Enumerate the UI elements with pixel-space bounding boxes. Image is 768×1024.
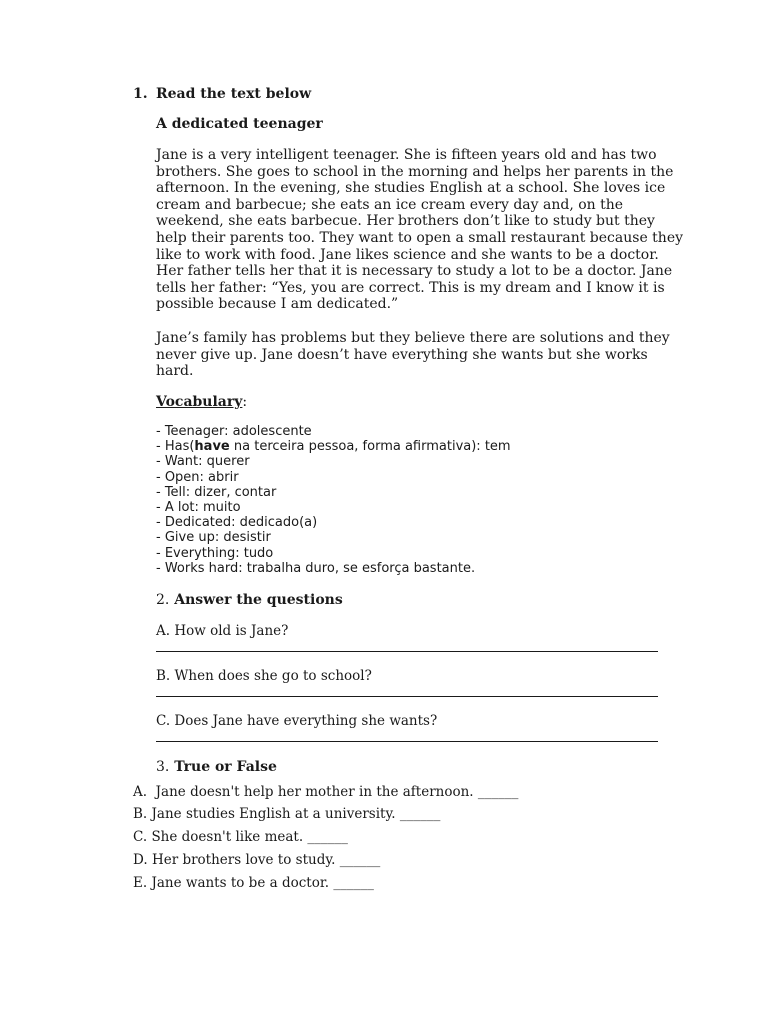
section3-heading: [156, 759, 277, 775]
paragraph-line: possible because I am dedicated.”: [156, 296, 399, 313]
vocabulary-item: [156, 561, 511, 576]
paragraph-line: cream and barbecue; she eats an ice cream every day and, on the: [156, 196, 624, 213]
paragraph-line: help their parents too. They want to open a small restaurant because they: [156, 229, 684, 246]
section1-instruction: Read the text below: [156, 86, 312, 102]
section3-title: True or False: [174, 759, 277, 775]
tf-letter: C.: [133, 829, 148, 845]
vocabulary-item: [156, 530, 511, 545]
vocab-text: - Tell: dizer, contar: [156, 484, 277, 500]
vocabulary-title: Vocabulary: [156, 394, 243, 410]
section3-number: 3.: [156, 759, 170, 775]
answer-line-b[interactable]: [156, 696, 658, 697]
paragraph-line: Her father tells her that it is necessary to study a lot to be a doctor. Jane: [156, 263, 673, 280]
tf-statement: Her brothers love to study. ______: [151, 852, 381, 868]
tf-statement: Jane wants to be a doctor. ______: [151, 875, 374, 891]
vocabulary-item: [156, 515, 511, 530]
reading-title: A dedicated teenager: [156, 116, 323, 132]
vocabulary-item: [156, 546, 511, 561]
vocab-text: - Want: querer: [156, 454, 250, 470]
vocab-text: - Open: abrir: [156, 469, 239, 485]
paragraph-line: Jane’s family has problems but they believe there are solutions and they: [156, 330, 670, 346]
reading-paragraph-2: [156, 330, 670, 380]
tf-letter: E.: [133, 875, 148, 891]
true-false-item-c: [133, 829, 348, 845]
tf-letter: A.: [133, 784, 148, 800]
paragraph-line: afternoon. In the evening, she studies English at a school. She loves ice: [156, 180, 666, 197]
vocabulary-item: [156, 485, 511, 500]
tf-statement: Jane doesn't help her mother in the afternoon. ______: [155, 784, 519, 800]
vocabulary-list: [156, 424, 511, 576]
vocabulary-item: [156, 470, 511, 485]
question-c: C. Does Jane have everything she wants?: [156, 713, 438, 729]
vocabulary-item: [156, 500, 511, 515]
vocab-text: - Give up: desistir: [156, 530, 271, 546]
paragraph-line: tells her father: “Yes, you are correct. This is my dream and I know it is: [156, 279, 665, 296]
vocabulary-item: [156, 454, 511, 469]
vocabulary-item: [156, 424, 511, 439]
tf-statement: She doesn't like meat. ______: [151, 829, 348, 845]
vocabulary-heading: [156, 394, 247, 410]
paragraph-line: weekend, she eats barbecue. Her brothers don’t like to study but they: [156, 213, 655, 230]
vocabulary-colon: :: [242, 394, 248, 410]
section1-number: 1.: [133, 86, 148, 102]
question-a: A. How old is Jane?: [156, 623, 289, 639]
vocabulary-item: [156, 439, 511, 454]
vocab-text: - Works hard: trabalha duro, se esforça bastante.: [156, 560, 476, 576]
paragraph-line: never give up. Jane doesn’t have everything she wants but she works: [156, 346, 648, 363]
paragraph-line: hard.: [156, 363, 194, 380]
paragraph-line: brothers. She goes to school in the morning and helps her parents in the: [156, 163, 674, 180]
true-false-item-a: [133, 784, 518, 800]
vocab-text: - A lot: muito: [156, 500, 241, 516]
tf-statement: Jane studies English at a university. ______: [151, 806, 441, 822]
tf-letter: B.: [133, 806, 148, 822]
section2-number: 2.: [156, 592, 170, 608]
paragraph-line: Jane is a very intelligent teenager. She is fifteen years old and has two: [156, 147, 657, 163]
reading-paragraph-1: [156, 147, 684, 313]
section2-heading: [156, 592, 343, 608]
answer-line-a[interactable]: [156, 651, 658, 652]
true-false-item-d: [133, 852, 380, 868]
vocab-text: - Everything: tudo: [156, 545, 274, 561]
vocab-text: na terceira pessoa, forma afirmativa): tem: [229, 439, 511, 455]
vocab-bold-word: have: [194, 439, 230, 455]
vocab-text: - Teenager: adolescente: [156, 424, 312, 439]
section2-title: Answer the questions: [174, 592, 343, 608]
answer-line-c[interactable]: [156, 741, 658, 742]
vocab-text: - Dedicated: dedicado(a): [156, 515, 318, 531]
vocab-text: - Has(: [156, 439, 195, 455]
true-false-item-e: [133, 875, 374, 891]
tf-letter: D.: [133, 852, 148, 868]
paragraph-line: like to work with food. Jane likes science and she wants to be a doctor.: [156, 246, 659, 263]
question-b: B. When does she go to school?: [156, 668, 372, 684]
true-false-item-b: [133, 806, 440, 822]
